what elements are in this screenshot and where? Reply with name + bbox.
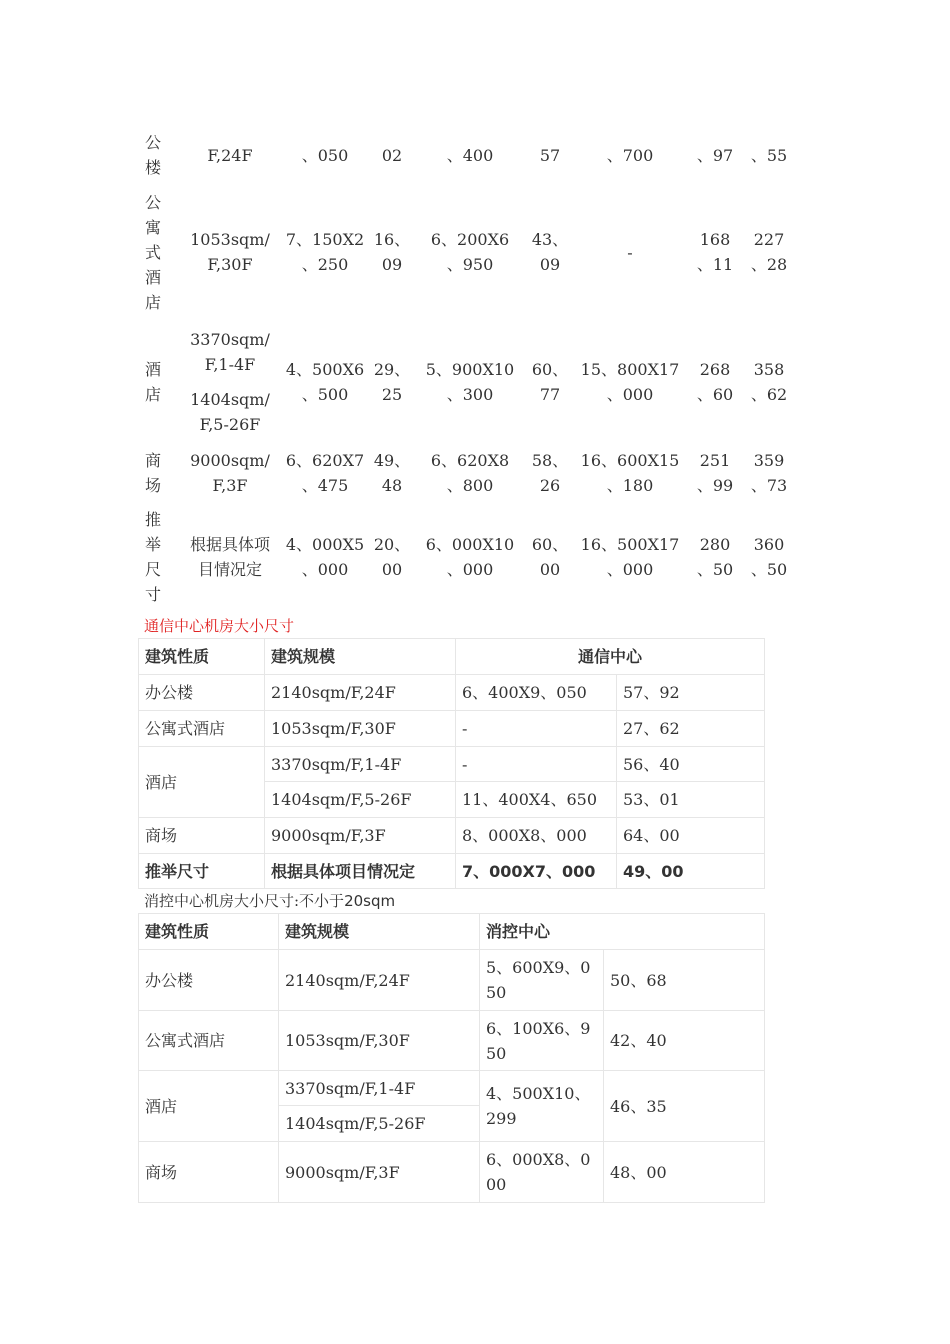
area-cell: 42、40 — [604, 1011, 765, 1071]
table-row — [139, 1011, 765, 1071]
building-scale-cell: 9000sqm/F,3F — [265, 818, 456, 854]
scale-floors-5-26: 1404sqm/ F,5-26F — [190, 390, 270, 434]
size-cell: 7、150X2 、250 — [285, 230, 365, 274]
size-cell: 6、620X7 、475 — [285, 451, 365, 495]
area-cell: 、97 — [696, 145, 734, 165]
table-row — [139, 675, 765, 711]
size-cell: - — [456, 747, 617, 782]
area-cell: 20、 00 — [373, 535, 411, 579]
area-cell: 43、 09 — [531, 230, 569, 274]
table-row — [140, 446, 796, 500]
area-cell: 359 、73 — [750, 451, 788, 495]
size-cell: 4、500X10、299 — [480, 1071, 604, 1142]
table-row — [139, 747, 765, 782]
building-type-cell: 商场 — [139, 818, 265, 854]
size-cell: 、700 — [606, 145, 654, 165]
area-cell: 48、00 — [604, 1142, 765, 1203]
header-comm-center: 通信中心 — [456, 639, 765, 675]
building-type-cell: 公寓式酒店 — [139, 711, 265, 747]
area-cell: 251 、99 — [696, 451, 734, 495]
building-scale-cell: 3370sqm/F,1-4F — [279, 1071, 480, 1106]
size-cell: 11、400X4、650 — [456, 782, 617, 818]
fire-caption-min-area: 20sqm — [344, 892, 396, 910]
area-cell: 60、 77 — [531, 360, 569, 404]
building-scale-cell — [170, 324, 290, 440]
fire-center-table — [138, 913, 765, 1203]
size-cell: 6、000X8、000 — [480, 1142, 604, 1203]
scale-floors-1-4: 3370sqm/ F,1-4F — [190, 330, 270, 374]
building-scale-cell: 1404sqm/F,5-26F — [279, 1106, 480, 1142]
area-cell: 16、 09 — [373, 230, 411, 274]
size-cell: 6、000X10 、000 — [425, 535, 515, 579]
area-cell: 、55 — [750, 145, 788, 165]
table-row — [139, 818, 765, 854]
area-cell: 227 、28 — [750, 230, 788, 274]
size-cell: - — [456, 711, 617, 747]
size-cell: 7、000X7、000 — [456, 854, 617, 889]
size-cell: 、050 — [301, 145, 349, 165]
building-scale-cell: 9000sqm/ F,3F — [190, 451, 270, 495]
header-building-scale: 建筑规模 — [279, 914, 480, 950]
area-cell: 49、 48 — [373, 451, 411, 495]
building-scale-cell: 2140sqm/F,24F — [265, 675, 456, 711]
fire-center-caption — [144, 891, 395, 911]
building-scale-cell: 根据具体项 目情况定 — [189, 535, 270, 579]
size-cell: 15、800X17 、000 — [580, 360, 680, 404]
comm-center-table — [138, 638, 765, 889]
area-cell: 280 、50 — [696, 535, 734, 579]
size-cell: 16、600X15 、180 — [580, 451, 680, 495]
size-cell: 5、600X9、050 — [480, 950, 604, 1011]
building-type-cell: 商场 — [139, 1142, 279, 1203]
table-row — [139, 950, 765, 1011]
size-cell: 5、900X10 、300 — [425, 360, 515, 404]
area-cell: 268 、60 — [696, 360, 734, 404]
area-cell: 64、00 — [617, 818, 765, 854]
area-cell: 57 — [539, 145, 561, 165]
table-row — [140, 128, 796, 182]
size-cell: 8、000X8、000 — [456, 818, 617, 854]
area-cell: 56、40 — [617, 747, 765, 782]
size-cell: 16、500X17 、000 — [580, 535, 680, 579]
building-scale-cell: 1053sqm/ F,30F — [190, 230, 270, 274]
building-scale-cell: 根据具体项目情况定 — [265, 854, 456, 889]
building-scale-cell: 2140sqm/F,24F — [279, 950, 480, 1011]
comm-center-caption: 通信中心机房大小尺寸 — [144, 617, 295, 635]
building-type-cell: 酒店 — [139, 747, 265, 818]
building-type-cell: 公寓式酒店 — [139, 1011, 279, 1071]
header-building-type: 建筑性质 — [139, 639, 265, 675]
size-cell: 6、400X9、050 — [456, 675, 617, 711]
table-row — [139, 711, 765, 747]
table-row — [139, 1142, 765, 1203]
building-type-cell: 商 场 — [144, 451, 161, 495]
size-cell: 4、500X6 、500 — [285, 360, 365, 404]
size-cell: 6、200X6 、950 — [430, 230, 510, 274]
building-scale-cell: 3370sqm/F,1-4F — [265, 747, 456, 782]
area-cell: 49、00 — [617, 854, 765, 889]
building-scale-cell: 1404sqm/F,5-26F — [265, 782, 456, 818]
building-type-cell: 推举尺寸 — [139, 854, 265, 889]
header-building-type: 建筑性质 — [139, 914, 279, 950]
area-cell: 58、 26 — [531, 451, 569, 495]
table-row — [140, 506, 796, 608]
size-cell: 、400 — [446, 145, 494, 165]
area-cell: 358 、62 — [750, 360, 788, 404]
building-type-cell: 公 寓 式 酒 店 — [144, 192, 161, 312]
area-cell: 29、 25 — [373, 360, 411, 404]
building-type-cell: 酒 店 — [144, 360, 161, 404]
table-header-row — [139, 914, 765, 950]
table-row-recommended — [139, 854, 765, 889]
building-type-cell: 推 举 尺 寸 — [144, 510, 161, 604]
building-scale-cell: 1053sqm/F,30F — [265, 711, 456, 747]
building-type-cell: 酒店 — [139, 1071, 279, 1142]
table-row — [140, 324, 796, 440]
area-cell: 27、62 — [617, 711, 765, 747]
area-cell: 168 、11 — [696, 230, 734, 274]
size-cell: 4、000X5 、000 — [285, 535, 365, 579]
building-scale-cell: F,24F — [207, 145, 253, 165]
table-header-row — [139, 639, 765, 675]
header-fire-center: 消控中心 — [480, 914, 765, 950]
area-cell: 53、01 — [617, 782, 765, 818]
area-cell: 57、92 — [617, 675, 765, 711]
building-type-cell: 办公楼 — [139, 675, 265, 711]
building-type-cell: 公 楼 — [144, 133, 161, 177]
area-cell: 60、 00 — [531, 535, 569, 579]
size-cell: 6、620X8 、800 — [430, 451, 510, 495]
size-cell: - — [627, 242, 633, 262]
area-cell: 02 — [381, 145, 403, 165]
area-cell: 46、35 — [604, 1071, 765, 1142]
area-cell: 50、68 — [604, 950, 765, 1011]
table-row — [139, 1071, 765, 1106]
building-scale-cell: 1053sqm/F,30F — [279, 1011, 480, 1071]
building-scale-cell: 9000sqm/F,3F — [279, 1142, 480, 1203]
table-row — [140, 188, 796, 316]
building-type-cell: 办公楼 — [139, 950, 279, 1011]
area-cell: 360 、50 — [750, 535, 788, 579]
size-cell: 6、100X6、950 — [480, 1011, 604, 1071]
header-building-scale: 建筑规模 — [265, 639, 456, 675]
fire-caption-text: 消控中心机房大小尺寸:不小于 — [144, 892, 345, 910]
